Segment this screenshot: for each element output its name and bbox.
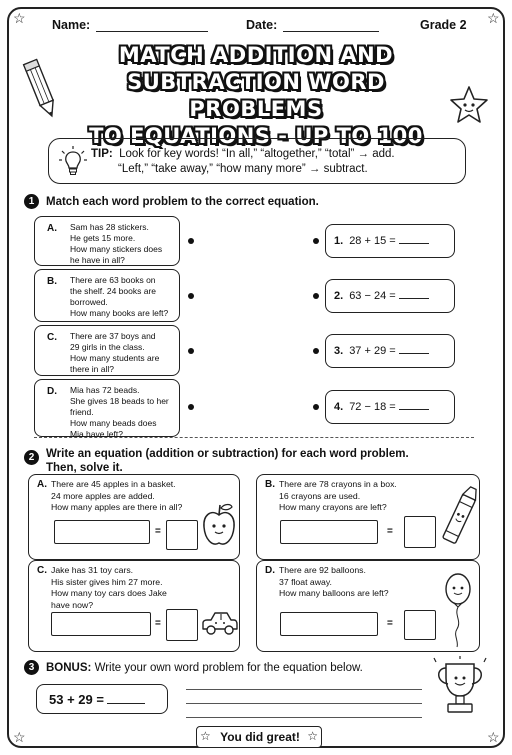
card-text: Jake has 31 toy cars. His sister gives him 27 more. How many toy cars does Jake have now? [51,565,167,610]
grade-label: Grade 2 [420,18,467,32]
equation-3 [325,334,455,368]
problem-letter: C. [47,332,57,343]
match-dot-d[interactable] [188,404,194,410]
crayon-icon [441,481,477,557]
problem-card-b [256,474,480,560]
date-label: Date: [246,18,278,32]
card-text: There are 92 balloons. 37 float away. How many balloons are left? [279,565,389,598]
solution-box[interactable] [166,520,198,550]
equation-answer-box[interactable] [280,520,378,544]
equation-answer-box[interactable] [280,612,378,636]
section-3-number: 3 [24,660,39,675]
equation-expression: 28 + 15 = [349,235,396,247]
writing-line[interactable] [186,703,422,704]
equation-expression: 63 − 24 = [349,290,396,302]
solution-box[interactable] [166,609,198,641]
section-divider [34,437,474,438]
star-icon: ☆ [487,729,500,745]
tip-text [91,147,461,177]
star-icon: ☆ [13,729,26,745]
word-problem-a [34,216,180,266]
card-text: There are 78 crayons in a box. 16 crayons are used. How many crayons are left? [279,479,397,512]
match-dot-1[interactable] [313,238,319,244]
tip-box [48,138,466,184]
problem-text: Sam has 28 stickers. He gets 15 more. How many stickers does he have in all? [70,222,163,265]
pencil-icon [22,54,60,124]
date-field[interactable] [246,18,379,32]
equals-sign: = [387,618,393,629]
answer-blank[interactable] [399,290,429,299]
tip-line-1: Look for key words! “In all,” “altogether,” “total” → add. [119,148,395,160]
star-face-icon [448,84,490,126]
title-line-2: SUBTRACTION WORD PROBLEMS [127,70,385,121]
card-letter: B. [265,479,275,490]
banner-text: You did great! [220,730,300,744]
equation-4 [325,390,455,424]
equation-expression: 72 − 18 = [349,401,396,413]
solution-box[interactable] [404,610,436,640]
equation-answer-box[interactable] [51,612,151,636]
bonus-expression: 53 + 29 = [49,692,104,707]
problem-letter: A. [47,223,57,234]
card-letter: D. [265,565,275,576]
section-1-title: Match each word problem to the correct equation. [46,196,319,208]
star-icon: ☆ [200,729,211,743]
card-letter: C. [37,565,47,576]
equation-expression: 37 + 29 = [349,345,396,357]
star-icon: ☆ [487,10,500,26]
section-3-title [46,661,363,675]
title-line-3: TO EQUATIONS - UP TO 100 [89,124,423,148]
writing-line[interactable] [186,689,422,690]
equals-sign: = [387,526,393,537]
equation-1 [325,224,455,258]
match-dot-a[interactable] [188,238,194,244]
car-icon [200,607,240,639]
match-dot-3[interactable] [313,348,319,354]
writing-line[interactable] [186,717,422,718]
word-problem-d [34,379,180,437]
trophy-icon [428,656,492,722]
equals-sign: = [155,526,161,537]
name-field[interactable] [52,18,208,32]
equals-sign: = [155,618,161,629]
star-icon: ☆ [307,729,318,743]
apple-icon [201,501,237,551]
bonus-equation [36,684,168,714]
problem-letter: D. [47,386,57,397]
solution-box[interactable] [404,516,436,548]
title-line-1: MATCH ADDITION AND [118,43,394,67]
answer-blank[interactable] [107,693,145,704]
equation-answer-box[interactable] [54,520,150,544]
equation-2 [325,279,455,313]
match-dot-4[interactable] [313,404,319,410]
problem-text: There are 37 boys and 29 girls in the class. How many students are there in all? [70,331,160,374]
star-icon: ☆ [13,10,26,26]
section-2-number: 2 [24,450,39,465]
equation-number: 2. [334,290,344,302]
word-problem-b [34,269,180,322]
card-letter: A. [37,479,47,490]
bonus-instruction: Write your own word problem for the equation below. [94,662,363,674]
you-did-great-banner [196,726,322,748]
problem-text: Mia has 72 beads. She gives 18 beads to her friend. How many beads does Mia have left? [70,385,169,439]
section-2-title [46,447,409,475]
answer-blank[interactable] [399,345,429,354]
section-2-title-line-2: Then, solve it. [46,462,123,474]
answer-blank[interactable] [399,401,429,410]
section-2-title-line-1: Write an equation (addition or subtraction) for each word problem. [46,448,409,460]
tip-label: TIP: [91,148,113,160]
section-1-number: 1 [24,194,39,209]
answer-blank[interactable] [399,235,429,244]
name-label: Name: [52,18,91,32]
problem-card-a [28,474,240,560]
problem-text: There are 63 books on the shelf. 24 books are borrowed. How many books are left? [70,275,169,318]
equation-number: 3. [334,345,344,357]
tip-line-2: “Left,” “take away,” “how many more” → subtract. [118,163,368,175]
problem-card-c [28,560,240,652]
balloon-icon [441,569,475,649]
card-text: There are 45 apples in a basket. 24 more apples are added. How many apples are there in all? [51,479,183,512]
match-dot-b[interactable] [188,293,194,299]
match-dot-c[interactable] [188,348,194,354]
problem-letter: B. [47,276,57,287]
lightbulb-icon [59,145,87,177]
problem-card-d [256,560,480,652]
worksheet-title [60,42,452,150]
equation-number: 1. [334,235,344,247]
bonus-label: BONUS: [46,662,92,674]
match-dot-2[interactable] [313,293,319,299]
equation-number: 4. [334,401,344,413]
word-problem-c [34,325,180,376]
